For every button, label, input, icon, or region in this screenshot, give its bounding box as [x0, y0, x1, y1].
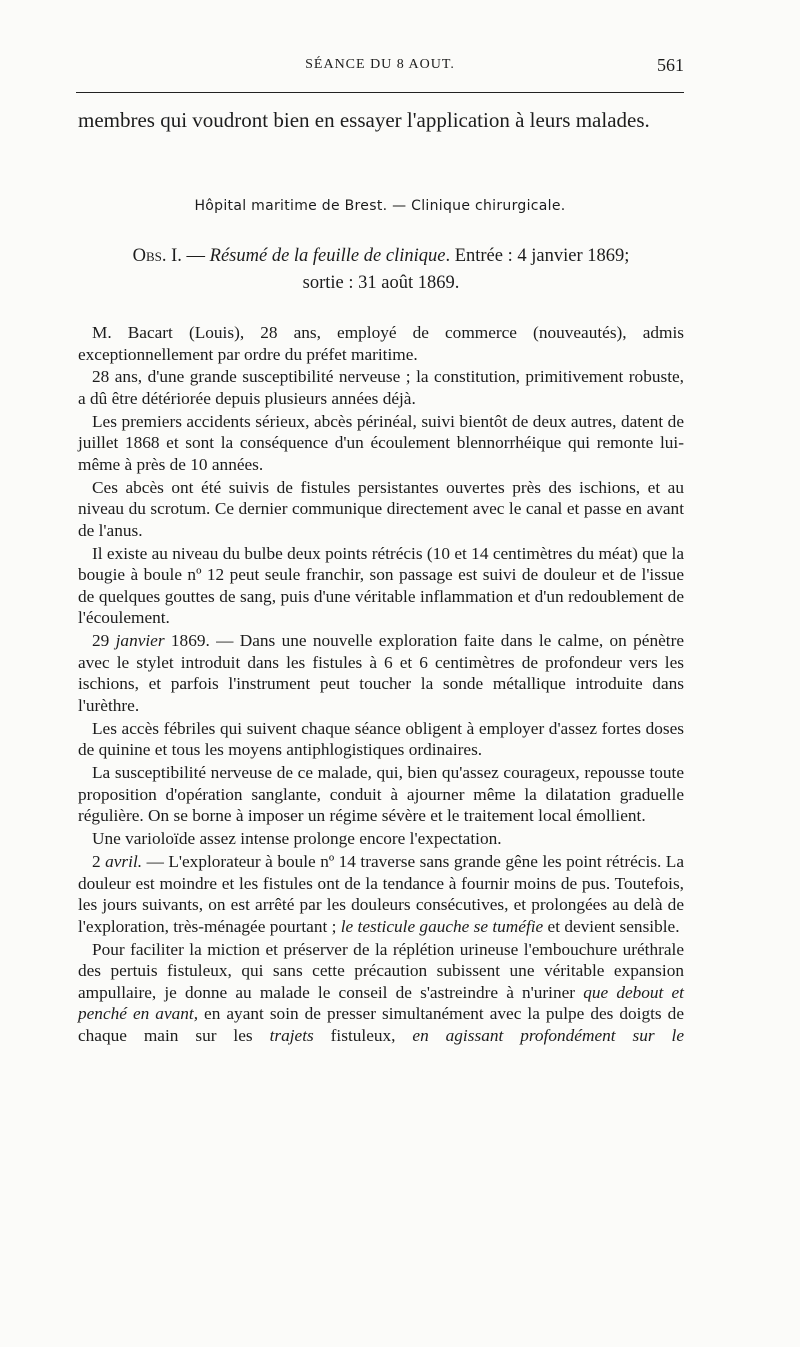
- paragraph-text: — L'explorateur à boule nº 14 traverse sans grande gêne les point rétrécis. La douleur est moindre et les fistules ont de la tendance à fournir moins de pus. Toutefois, les jours suivants, on est arrêté par les douleurs consécutives, et prolongées au delà de l'exploration, très-ménagée pourtant ;: [78, 851, 684, 936]
- body-paragraph: [78, 762, 684, 827]
- observation-summary-title: Résumé de la feuille de clinique: [209, 246, 446, 266]
- running-title: SÉANCE DU 8 AOUT.: [305, 57, 455, 72]
- paragraph-text: Ces abcès ont été suivis de fistules persistantes ouvertes près des ischions, et au niveau du scrotum. Ce dernier communique directement avec le canal et passe en avant de l'anus.: [78, 477, 684, 540]
- body-paragraph: [78, 366, 684, 409]
- body-paragraph: [78, 322, 684, 365]
- paragraph-text: Les premiers accidents sérieux, abcès périnéal, suivi bientôt de deux autres, datent de juillet 1868 et sont la conséquence d'un écoulement blennorrhéique qui remonte lui-même à près de 10 années.: [78, 411, 684, 474]
- paragraph-text: Les accès fébriles qui suivent chaque séance obligent à employer d'assez fortes doses de quinine et tous les moyens antiphlogistiques ordinaires.: [78, 718, 684, 760]
- italic-text: le testicule gauche se tuméfie: [340, 916, 544, 936]
- page-header: [76, 55, 684, 81]
- body-paragraph: [78, 718, 684, 761]
- paragraph-text: M. Bacart (Louis), 28 ans, employé de commerce (nouveautés), admis exceptionnellement par ordre du préfet maritime.: [78, 323, 684, 364]
- paragraph-text: 2: [92, 851, 106, 871]
- observation-dash: —: [181, 246, 210, 266]
- paragraph-text: Il existe au niveau du bulbe deux points rétrécis (10 et 14 centimètres du méat) que la bougie à boule nº 12 peut seule franchir, son passage est suivi de douleur et de l'issue de quelques gouttes de sang, puis d'une véritable inflammation et d'un redoublement de l'écoulement.: [78, 543, 684, 628]
- paragraph-text: et devient sensible.: [543, 916, 680, 936]
- body-paragraph: [78, 630, 684, 716]
- observation-entry: . Entrée : 4 janvier 1869;: [445, 246, 630, 266]
- paragraph-text: fistuleux,: [313, 1025, 413, 1045]
- italic-text: que debout et penché en avant,: [78, 982, 684, 1024]
- paragraph-text: Une varioloïde assez intense prolonge encore l'expectation.: [92, 829, 502, 849]
- observation-label: Obs. I.: [132, 246, 182, 266]
- body-paragraph: [78, 411, 684, 476]
- italic-text: janvier: [115, 631, 165, 651]
- paragraph-text: 28 ans, d'une grande susceptibilité nerveuse ; la constitution, primitivement robuste, a dû être détériorée depuis plusieurs années déjà.: [78, 367, 684, 408]
- page-number: 561: [657, 55, 684, 75]
- body-paragraph: [78, 477, 684, 542]
- body-text: [78, 322, 684, 1048]
- paragraph-text: en ayant soin de presser simultanément avec la pulpe des doigts de chaque main sur les: [78, 1004, 684, 1045]
- hospital-line: Hôpital maritime de Brest. — Clinique chirurgicale.: [194, 198, 566, 214]
- paragraph-text: 1869. — Dans une nouvelle exploration faite dans le calme, on pénètre avec le stylet introduit dans les fistules à 6 et 6 centimètres de profondeur vers les ischions, et parfois l'instrument peut toucher la sonde métallique introduite dans l'urèthre.: [78, 631, 684, 716]
- italic-text: avril.: [105, 851, 143, 871]
- observation-exit: sortie : 31 août 1869.: [302, 273, 460, 293]
- intro-paragraph: membres qui voudront bien en essayer l'application à leurs malades.: [78, 108, 650, 132]
- body-paragraph: [78, 828, 684, 850]
- paragraph-text: La susceptibilité nerveuse de ce malade, qui, bien qu'assez courageux, repousse toute proposition d'opération sanglante, conduit à ajourner même la dilatation graduelle régulière. On se borne à imposer un régime sévère et le traitement local émollient.: [78, 763, 684, 826]
- paragraph-text: 29: [92, 631, 116, 651]
- body-paragraph: [78, 939, 684, 1047]
- italic-text: trajets: [269, 1025, 314, 1045]
- observation-heading: [78, 243, 684, 297]
- header-rule: [76, 92, 684, 93]
- body-paragraph: [78, 851, 684, 937]
- italic-text: en agissant profondément sur le: [412, 1025, 684, 1045]
- paragraph-text: Pour faciliter la miction et préserver de la réplétion urineuse l'embouchure uréthrale des pertuis fistuleux, qui sans cette précaution subissent une véritable expansion ampullaire, je donne au malade le conseil de s'astreindre à n'uriner: [78, 939, 684, 1002]
- body-paragraph: [78, 543, 684, 629]
